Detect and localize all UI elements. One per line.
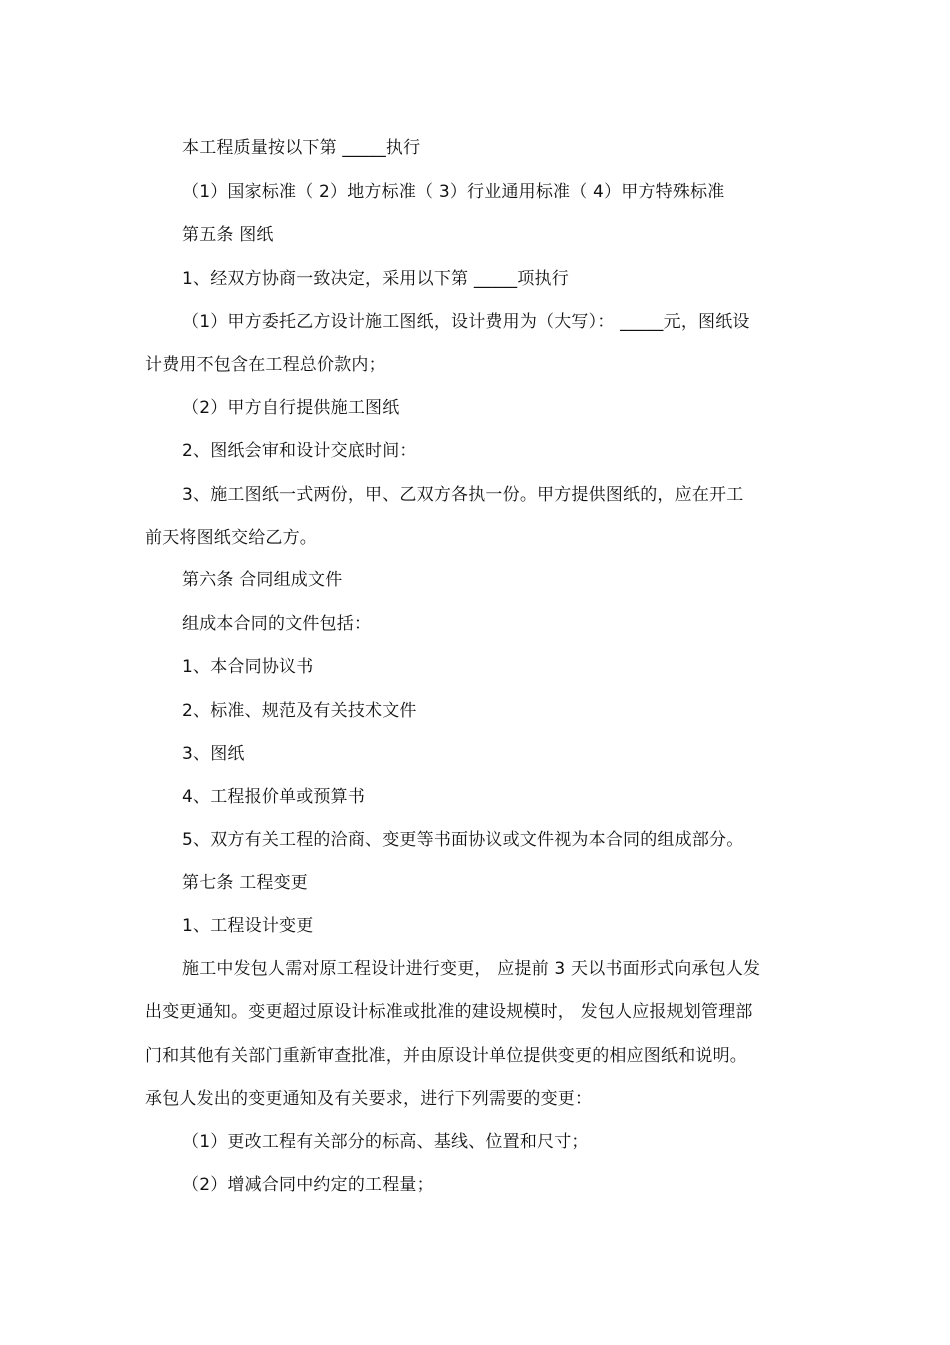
article-5-item-1-option-1-cont: 计费用不包含在工程总价款内； <box>145 355 386 375</box>
article-5-item-1: 1、经双方协商一致决定，采用以下第 _____项执行 <box>182 269 569 289</box>
article-7-heading: 第七条 工程变更 <box>182 873 309 893</box>
article-5-item-1-option-1: （1）甲方委托乙方设计施工图纸，设计费用为（大写）： _____元，图纸设 <box>182 312 750 332</box>
article-5-item-3-cont: 前天将图纸交给乙方。 <box>145 528 317 548</box>
article-7-change-item-1: （1）更改工程有关部分的标高、基线、位置和尺寸； <box>182 1132 589 1152</box>
article-6-item-3: 3、图纸 <box>182 744 245 764</box>
standard-options-line: （1）国家标准（ 2）地方标准（ 3）行业通用标准（ 4）甲方特殊标准 <box>182 182 725 202</box>
article-6-item-4: 4、工程报价单或预算书 <box>182 787 366 807</box>
article-5-heading: 第五条 图纸 <box>182 225 274 245</box>
article-6-item-5: 5、双方有关工程的洽商、变更等书面协议或文件视为本合同的组成部分。 <box>182 830 744 850</box>
article-5-item-2: 2、图纸会审和设计交底时间： <box>182 441 417 461</box>
article-6-intro: 组成本合同的文件包括： <box>182 614 372 634</box>
article-7-item-1: 1、工程设计变更 <box>182 916 314 936</box>
article-5-item-1-option-2: （2）甲方自行提供施工图纸 <box>182 398 400 418</box>
article-6-heading: 第六条 合同组成文件 <box>182 570 343 590</box>
article-5-item-3: 3、施工图纸一式两份，甲、乙双方各执一份。甲方提供图纸的，应在开工 <box>182 485 744 505</box>
quality-standard-line: 本工程质量按以下第 _____执行 <box>182 138 421 158</box>
article-6-item-2: 2、标准、规范及有关技术文件 <box>182 701 417 721</box>
article-7-paragraph-line-4: 承包人发出的变更通知及有关要求，进行下列需要的变更： <box>145 1089 593 1109</box>
article-7-paragraph-line-1: 施工中发包人需对原工程设计进行变更， 应提前 3 天以书面形式向承包人发 <box>182 959 761 979</box>
article-6-item-1: 1、本合同协议书 <box>182 657 314 677</box>
article-7-change-item-2: （2）增减合同中约定的工程量； <box>182 1175 434 1195</box>
article-7-paragraph-line-3: 门和其他有关部门重新审查批准，并由原设计单位提供变更的相应图纸和说明。 <box>145 1046 747 1066</box>
article-7-paragraph-line-2: 出变更通知。变更超过原设计标准或批准的建设规模时， 发包人应报规划管理部 <box>145 1002 753 1022</box>
